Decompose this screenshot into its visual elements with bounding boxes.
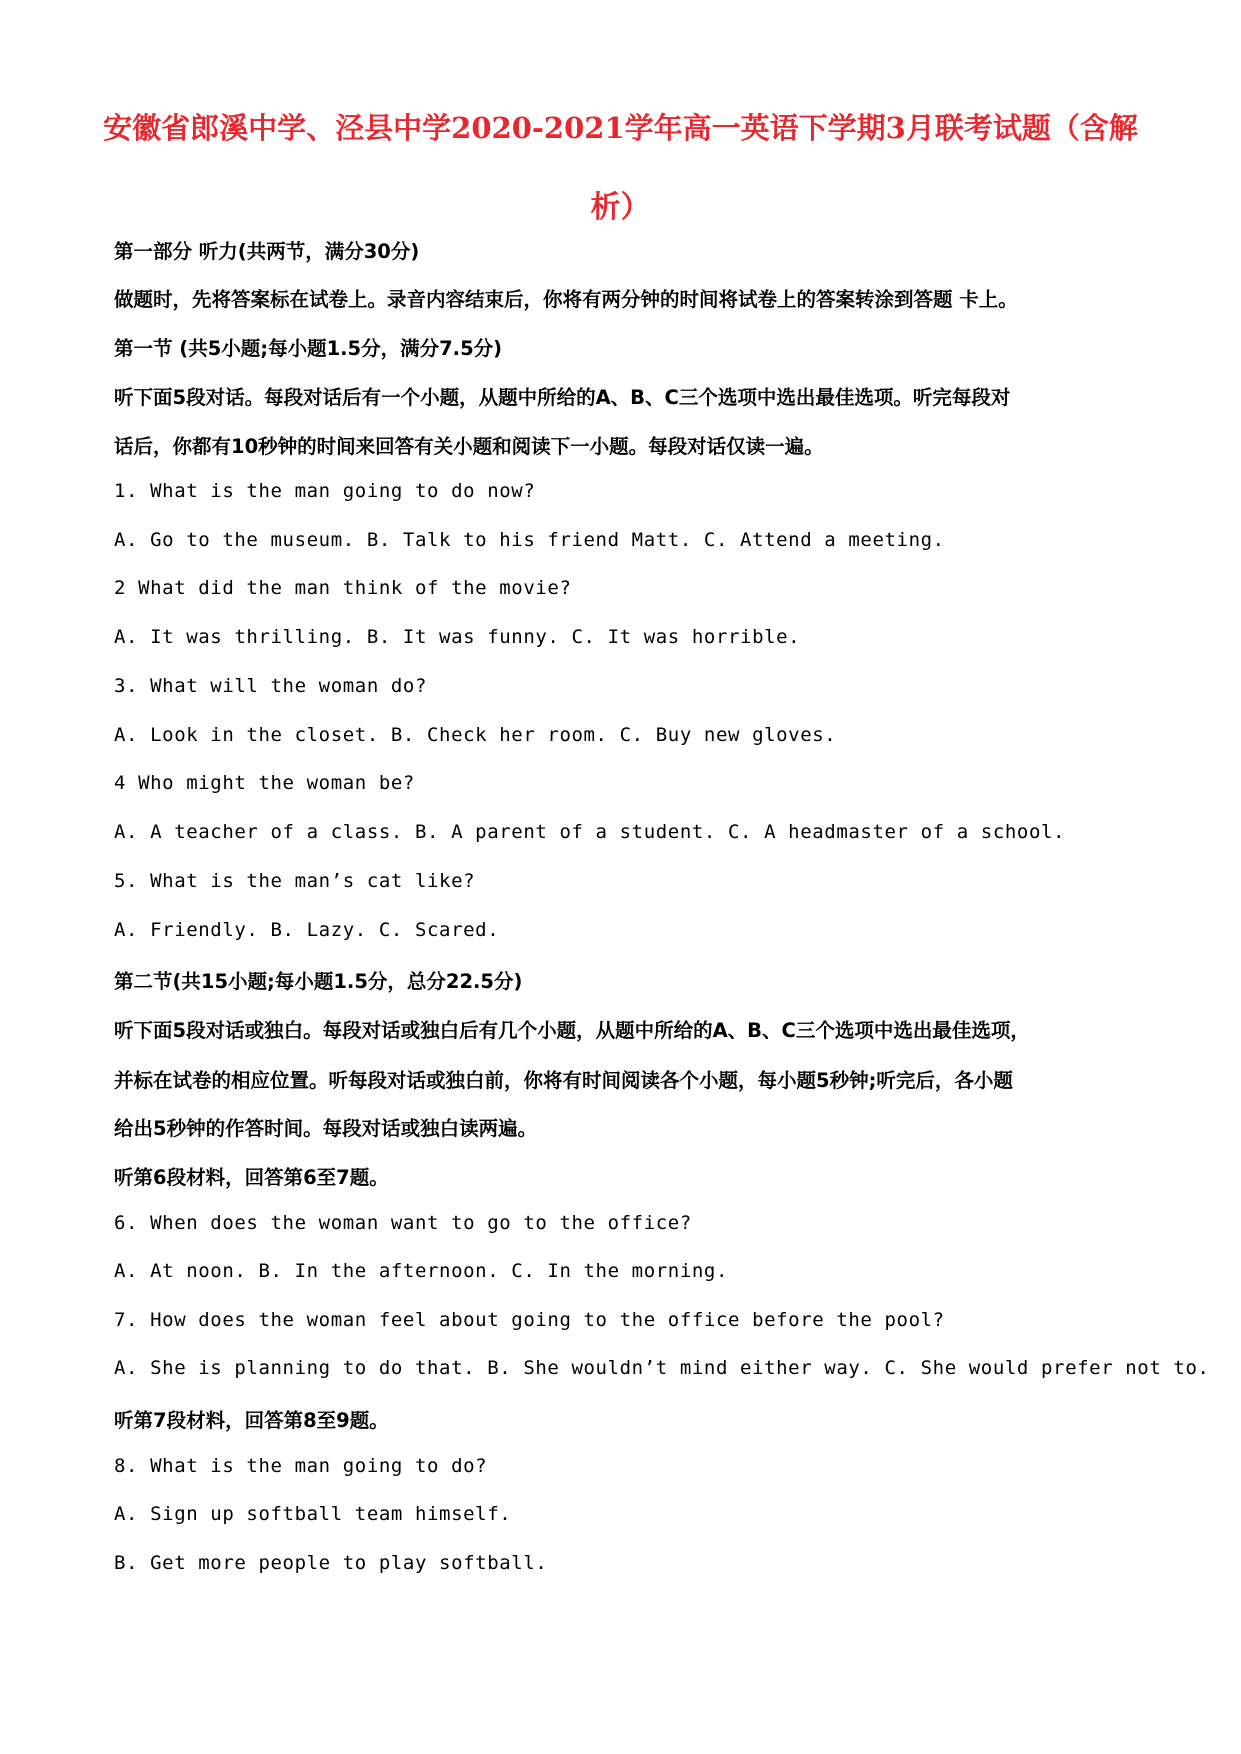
answer-options-4: A. A teacher of a class. B. A parent of a student. C. A headmaster of a school. [114, 821, 1066, 843]
answer-options-7: A. She is planning to do that. B. She wouldn’t mind either way. C. She would prefer not to. [114, 1357, 1210, 1379]
question-1: 1. What is the man going to do now? [114, 480, 536, 502]
page-title [100, 88, 1141, 248]
question-8: 8. What is the man going to do? [114, 1455, 488, 1477]
question-5: 5. What is the man’s cat like? [114, 870, 476, 892]
question-6: 6. When does the woman want to go to the office? [114, 1212, 692, 1234]
part1-heading: 第一部分 听力(共两节，满分30分) [114, 240, 420, 263]
part1-instruction: 做题时，先将答案标在试卷上。录音内容结束后，你将有两分钟的时间将试卷上的答案转涂到答题 卡上。 [114, 288, 1018, 311]
title-line-1: 安徽省郎溪中学、泾县中学2020-2021学年高一英语下学期3月联考试题（含解 [103, 111, 1138, 145]
material6-heading: 听第6段材料，回答第6至7题。 [114, 1166, 389, 1189]
section2-instruction-line-3: 给出5秒钟的作答时间。每段对话或独白读两遍。 [114, 1117, 538, 1140]
section2-instruction-line-2: 并标在试卷的相应位置。听每段对话或独白前，你将有时间阅读各个小题，每小题5秒钟;听完后，各小题 [114, 1069, 1013, 1092]
question-3: 3. What will the woman do? [114, 675, 428, 697]
answer-options-3: A. Look in the closet. B. Check her room. C. Buy new gloves. [114, 724, 837, 746]
answer-options-6: A. At noon. B. In the afternoon. C. In the morning. [114, 1260, 728, 1282]
title-line-2: 析） [590, 190, 651, 225]
answer-options-5: A. Friendly. B. Lazy. C. Scared. [114, 919, 500, 941]
answer-options-1: A. Go to the museum. B. Talk to his friend Matt. C. Attend a meeting. [114, 529, 945, 551]
section2-instruction-line-1: 听下面5段对话或独白。每段对话或独白后有几个小题，从题中所给的A、B、C三个选项中选出最佳选项， [114, 1019, 1030, 1042]
answer-options-2: A. It was thrilling. B. It was funny. C. It was horrible. [114, 626, 801, 648]
question-4: 4 Who might the woman be? [114, 772, 415, 794]
material7-heading: 听第7段材料，回答第8至9题。 [114, 1409, 389, 1432]
section1-heading: 第一节 (共5小题;每小题1.5分，满分7.5分) [114, 337, 503, 360]
answer-option-8b: B. Get more people to play softball. [114, 1552, 548, 1574]
answer-option-8a: A. Sign up softball team himself. [114, 1503, 512, 1525]
question-7: 7. How does the woman feel about going to the office before the pool? [114, 1309, 945, 1331]
question-2: 2 What did the man think of the movie? [114, 577, 572, 599]
section1-instruction-line-2: 话后，你都有10秒钟的时间来回答有关小题和阅读下一小题。每段对话仅读一遍。 [114, 435, 824, 458]
section2-heading: 第二节(共15小题;每小题1.5分，总分22.5分) [114, 970, 523, 993]
section1-instruction-line-1: 听下面5段对话。每段对话后有一个小题，从题中所给的A、B、C三个选项中选出最佳选项。听完每段对 [114, 386, 1011, 409]
